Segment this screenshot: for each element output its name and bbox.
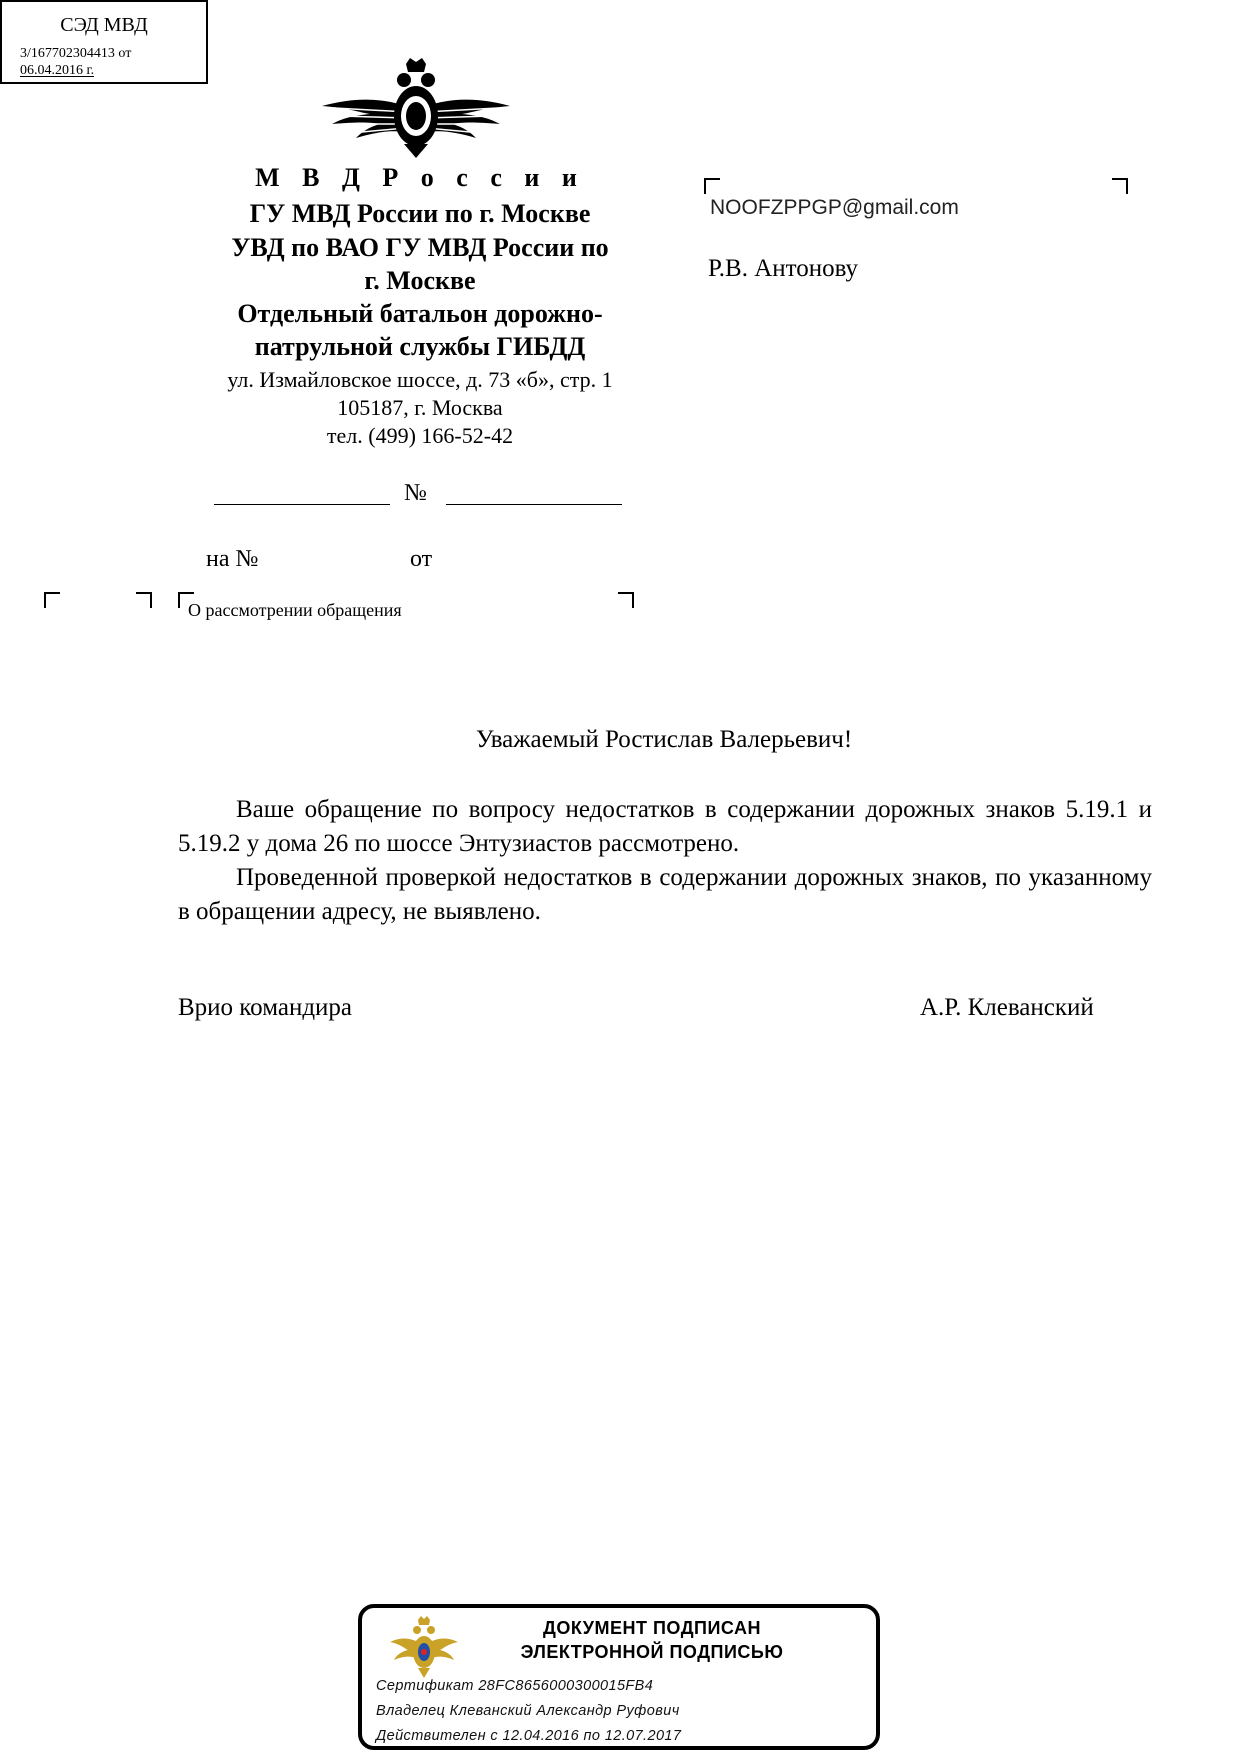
registration-title: СЭД МВД bbox=[60, 14, 148, 36]
mvd-eagle-emblem-icon bbox=[388, 1616, 460, 1678]
letter-salutation: Уважаемый Ростислав Валерьевич! bbox=[475, 726, 853, 753]
org-line: ГУ МВД России по г. Москве bbox=[249, 199, 591, 228]
corner-mark bbox=[1112, 178, 1128, 194]
registration-number: 3/167702304413 от bbox=[20, 46, 132, 61]
letter-paragraph: Ваше обращение по вопросу недостатков в содержании дорожных знаков 5.19.1 и 5.19.2 у дома 26 по шоссе Энтузиастов рассмотрено. bbox=[178, 796, 1152, 857]
org-line: Отдельный батальон дорожно- bbox=[237, 299, 603, 328]
number-sign: № bbox=[404, 480, 427, 506]
org-phone: тел. (499) 166-52-42 bbox=[326, 423, 514, 448]
registration-date: 06.04.2016 г. bbox=[20, 63, 95, 78]
signatory-position: Врио командира bbox=[178, 994, 353, 1021]
letter-subject: О рассмотрении обращения bbox=[188, 600, 402, 620]
e-signature-certificate: Сертификат 28FC8656000300015FB4 bbox=[376, 1678, 654, 1694]
corner-mark bbox=[136, 592, 152, 608]
number-blank-line bbox=[446, 504, 622, 505]
letter-paragraph: Проведенной проверкой недостатков в содержании дорожных знаков, по указанному в обращении адресу, не выявлено. bbox=[178, 864, 1152, 925]
org-line: УВД по ВАО ГУ МВД России по bbox=[231, 233, 609, 262]
org-line: патрульной службы ГИБДД bbox=[254, 332, 586, 361]
signatory-name: А.Р. Клеванский bbox=[920, 994, 1094, 1021]
e-signature-stamp bbox=[358, 1604, 880, 1750]
corner-mark bbox=[704, 178, 720, 194]
e-signature-owner: Владелец Клеванский Александр Руфович bbox=[376, 1703, 680, 1719]
org-postcode-city: 105187, г. Москва bbox=[337, 395, 503, 420]
recipient-name: Р.В. Антонову bbox=[708, 255, 859, 282]
corner-mark bbox=[618, 592, 634, 608]
org-name-main: М В Д Р о с с и и bbox=[255, 163, 585, 192]
reference-from-label: от bbox=[410, 546, 433, 572]
date-blank-line bbox=[214, 504, 390, 505]
e-signature-title: ЭЛЕКТРОННОЙ ПОДПИСЬЮ bbox=[520, 1642, 784, 1662]
e-signature-title: ДОКУМЕНТ ПОДПИСАН bbox=[543, 1618, 761, 1638]
e-signature-validity: Действителен с 12.04.2016 по 12.07.2017 bbox=[376, 1728, 682, 1744]
org-address: ул. Измайловское шоссе, д. 73 «б», стр. 1 bbox=[227, 367, 613, 392]
corner-mark bbox=[44, 592, 60, 608]
mvd-eagle-emblem-icon bbox=[318, 58, 514, 158]
recipient-email: NOOFZPPGP@gmail.com bbox=[710, 196, 959, 219]
org-line: г. Москве bbox=[364, 266, 476, 295]
reference-number-label: на № bbox=[206, 546, 259, 572]
